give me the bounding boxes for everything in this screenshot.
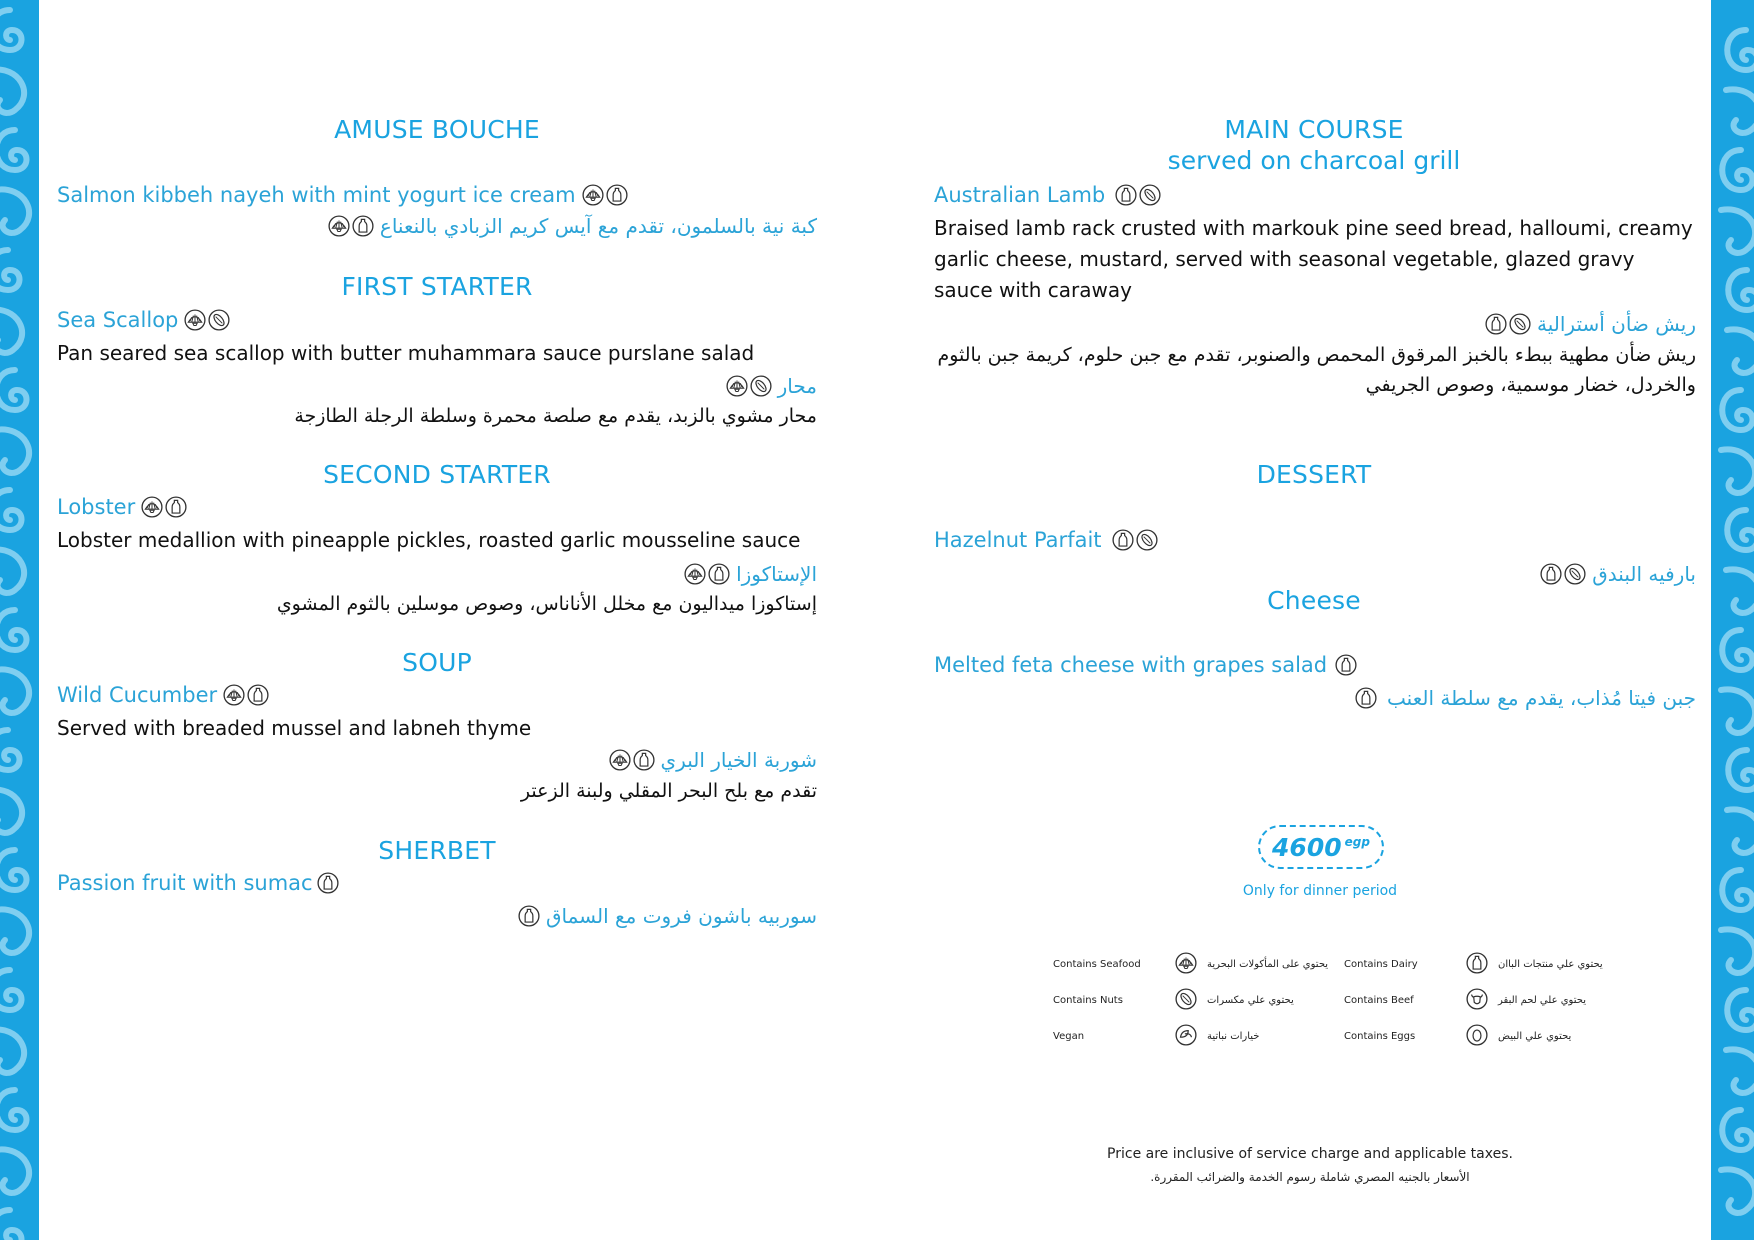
dairy-icon [1115,184,1137,206]
first-dish-name [57,308,236,332]
dairy-icon [317,872,339,894]
beef-icon [1466,988,1488,1010]
amuse-dish-label: Salmon kibbeh nayeh with mint yogurt ice cream [57,183,576,207]
soup-dish-name [57,683,275,707]
tax-note-ar: الأسعار بالجنيه المصري شاملة رسوم الخدمة والضرائب المقررة. [1150,1170,1470,1184]
main-course-subtitle: served on charcoal grill [1167,146,1461,175]
main-dish-name [934,183,1167,207]
second-dish-label: Lobster [57,495,136,519]
dairy-icon [165,496,187,518]
nuts-icon [1509,313,1531,335]
cheese-dish-label-ar: جبن فيتا مُذاب، يقدم مع سلطة العنب [1387,686,1696,710]
sherbet-dish-label: Passion fruit with sumac [57,871,313,895]
dessert-dish-name-ar [934,562,1696,586]
first-dish-label: Sea Scallop [57,308,179,332]
price-currency: egp [1344,835,1370,849]
dairy-icon [1355,687,1377,709]
dessert-dish-label-ar: بارفيه البندق [1592,562,1696,586]
allergen-legend [1053,946,1618,1054]
price-badge [1258,825,1384,869]
first-dish-name-ar [57,374,817,398]
amuse-dish-name-ar [57,214,817,238]
legend-label-eggs-ar: يحتوي علي البيض [1498,1030,1572,1042]
legend-label-beef-ar: يحتوي علي لحم البقر [1498,994,1586,1006]
amuse-dish-label-ar: كبة نية بالسلمون، تقدم مع آيس كريم الزبادي بالنعناع [379,214,817,238]
dairy-icon [352,215,374,237]
dessert-dish-label: Hazelnut Parfait [934,528,1102,552]
amuse-bouche-heading: AMUSE BOUCHE [334,115,540,144]
cheese-dish-label: Melted feta cheese with grapes salad [934,653,1328,677]
seafood-icon [328,215,350,237]
legend-label-vegan-ar: خيارات نباتية [1207,1030,1260,1042]
main-course-heading: MAIN COURSE [1224,115,1404,144]
seafood-icon [184,309,206,331]
seafood-icon [684,563,706,585]
legend-label-dairy-ar: يحتوي علي منتجات الباان [1498,958,1603,970]
nuts-icon [1136,529,1158,551]
dessert-dish-name [934,528,1164,552]
legend-label-seafood-ar: يحتوي على المأكولات البحرية [1207,958,1329,970]
soup-dish-label: Wild Cucumber [57,683,218,707]
legend-label-nuts: Contains Nuts [1053,994,1123,1006]
second-starter-heading: SECOND STARTER [323,460,551,489]
dairy-icon [518,905,540,927]
second-dish-name-ar [57,562,817,586]
first-dish-description-ar: محار مشوي بالزبد، يقدم مع صلصة محمرة وسلطة الرجلة الطازجة [294,405,817,427]
legend-label-beef: Contains Beef [1344,994,1414,1006]
seafood-icon [141,496,163,518]
main-dish-description: Braised lamb rack crusted with markouk pine seed bread, halloumi, creamy garlic cheese, mustard, served with seasonal vegetable, glazed gravy sauce with caraway [934,216,1693,302]
dairy-icon [1112,529,1134,551]
dessert-heading: DESSERT [1256,460,1372,489]
vegan-icon [1175,1024,1197,1046]
tax-note-en: Price are inclusive of service charge and applicable taxes. [1107,1146,1513,1162]
sherbet-heading: SHERBET [378,836,496,865]
second-dish-label-ar: الإستاكوزا [736,562,817,586]
sherbet-dish-name-ar [57,904,817,928]
second-dish-description-ar: إستاكوزا ميداليون مع مخلل الأناناس، وصوص موسلين بالثوم المشوي [276,593,817,615]
nuts-icon [1139,184,1161,206]
main-dish-name-ar [934,312,1696,336]
nuts-icon [208,309,230,331]
soup-dish-description-ar: تقدم مع بلح البحر المقلي ولبنة الزعتر [520,780,817,802]
legend-label-eggs: Contains Eggs [1344,1030,1416,1042]
first-dish-description: Pan seared sea scallop with butter muhammara sauce purslane salad [57,341,755,365]
nuts-icon [1175,988,1197,1010]
dairy-icon [1335,654,1357,676]
dairy-icon [1485,313,1507,335]
nuts-icon [1564,563,1586,585]
nuts-icon [750,375,772,397]
price-note: Only for dinner period [1242,883,1398,899]
legend-label-dairy: Contains Dairy [1344,958,1418,970]
dairy-icon [606,184,628,206]
second-dish-description: Lobster medallion with pineapple pickles, roasted garlic mousseline sauce [57,528,801,552]
main-dish-description-ar: ريش ضأن مطهية ببطء بالخبز المرقوق المحمص والصنوبر، تقدم مع جبن حلوم، كريمة جبن بالثوم والخردل، خضار موسمية، وصوص الجريفي [937,344,1696,396]
seafood-icon [726,375,748,397]
first-dish-label-ar: محار [777,374,817,398]
price-amount: 4600 [1272,832,1342,862]
legend-label-vegan: Vegan [1053,1030,1085,1042]
dairy-icon [247,684,269,706]
left-decorative-border [0,0,39,1240]
seafood-icon [609,749,631,771]
legend-label-nuts-ar: يحتوي علي مكسرات [1207,994,1294,1006]
dairy-icon [708,563,730,585]
right-decorative-border [1711,0,1754,1240]
swirl-pattern-icon [0,0,39,1240]
cheese-heading: Cheese [1267,586,1361,615]
seafood-icon [1175,952,1197,974]
soup-heading: SOUP [402,648,472,677]
dairy-icon [633,749,655,771]
cheese-dish-name-ar [934,686,1696,710]
seafood-icon [223,684,245,706]
amuse-dish-name [57,183,634,207]
soup-dish-description: Served with breaded mussel and labneh thyme [57,716,532,740]
eggs-icon [1466,1024,1488,1046]
dairy-icon [1466,952,1488,974]
swirl-pattern-icon [1711,0,1754,1240]
sherbet-dish-name [57,871,345,895]
cheese-dish-name [934,653,1363,677]
soup-dish-label-ar: شوربة الخيار البري [660,748,817,772]
first-starter-heading: FIRST STARTER [341,272,533,301]
second-dish-name [57,495,193,519]
sherbet-dish-label-ar: سوربيه باشون فروت مع السماق [545,904,817,928]
legend-label-seafood: Contains Seafood [1053,958,1141,970]
main-dish-label-ar: ريش ضأن أسترالية [1537,312,1696,336]
dairy-icon [1540,563,1562,585]
seafood-icon [582,184,604,206]
main-dish-label: Australian Lamb [934,183,1106,207]
soup-dish-name-ar [57,748,817,772]
